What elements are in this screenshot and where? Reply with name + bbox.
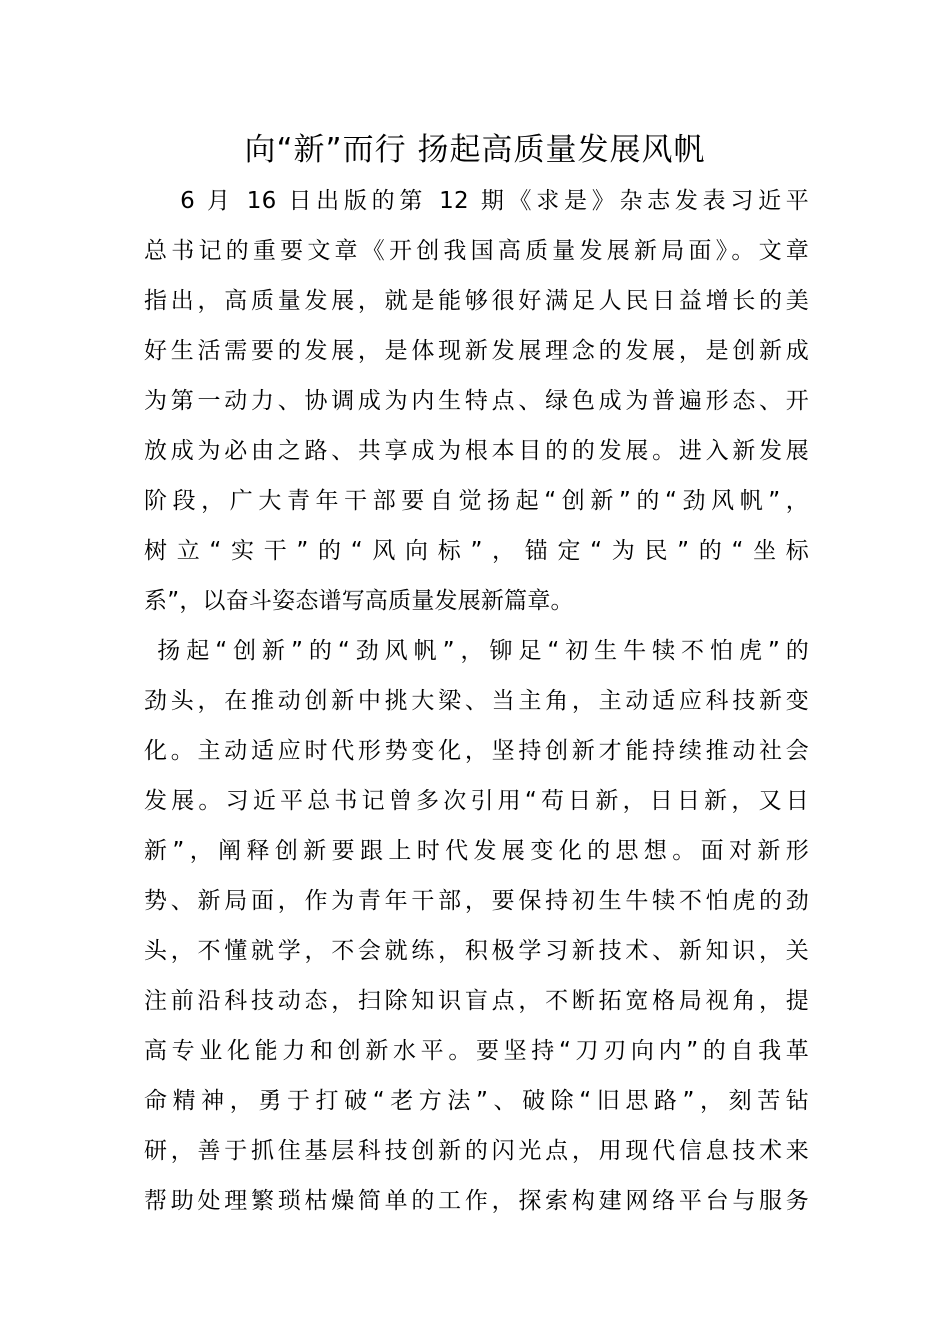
text-line: 劲头，在推动创新中挑大梁、当主角，主动适应科技新变 xyxy=(144,688,809,714)
text-line: 发展。习近平总书记曾多次引用“苟日新，日日新，又日 xyxy=(144,788,809,814)
text-line: 总书记的重要文章《开创我国高质量发展新局面》。文章 xyxy=(144,238,809,264)
text-line: 势、新局面，作为青年干部，要保持初生牛犊不怕虎的劲 xyxy=(144,888,809,914)
text-line: 高专业化能力和创新水平。要坚持“刀刃向内”的自我革 xyxy=(144,1038,809,1064)
text-line: 注前沿科技动态，扫除知识盲点，不断拓宽格局视角，提 xyxy=(144,988,809,1014)
text-line: 指出，高质量发展，就是能够很好满足人民日益增长的美 xyxy=(144,288,809,314)
text-line: 系”，以奋斗姿态谱写高质量发展新篇章。 xyxy=(144,588,574,614)
text-line: 阶段，广大青年干部要自觉扬起“创新”的“劲风帆”， xyxy=(144,488,809,514)
text-line: 研，善于抓住基层科技创新的闪光点，用现代信息技术来 xyxy=(144,1138,809,1164)
document-body xyxy=(144,176,809,1226)
text-line: 6 月 16 日出版的第 12 期《求是》杂志发表习近平 xyxy=(144,188,809,214)
text-line: 命精神，勇于打破“老方法”、破除“旧思路”，刻苦钻 xyxy=(144,1088,809,1114)
text-line: 为第一动力、协调成为内生特点、绿色成为普遍形态、开 xyxy=(144,388,809,414)
text-line: 好生活需要的发展，是体现新发展理念的发展，是创新成 xyxy=(144,338,809,364)
text-line: 扬起“创新”的“劲风帆”，铆足“初生牛犊不怕虎”的 xyxy=(144,638,809,664)
text-line: 新”，阐释创新要跟上时代发展变化的思想。面对新形 xyxy=(144,838,809,864)
text-line: 化。主动适应时代形势变化，坚持创新才能持续推动社会 xyxy=(144,738,809,764)
document-title: 向“新”而行 扬起高质量发展风帆 xyxy=(244,132,706,168)
paragraph-2 xyxy=(144,626,809,1226)
text-line: 树立“实干”的“风向标”，锚定“为民”的“坐标 xyxy=(144,538,809,564)
text-line: 头，不懂就学，不会就练，积极学习新技术、新知识，关 xyxy=(144,938,809,964)
text-line: 放成为必由之路、共享成为根本目的的发展。进入新发展 xyxy=(144,438,809,464)
paragraph-1 xyxy=(144,176,809,626)
text-line: 帮助处理繁琐枯燥简单的工作，探索构建网络平台与服务 xyxy=(144,1188,809,1214)
